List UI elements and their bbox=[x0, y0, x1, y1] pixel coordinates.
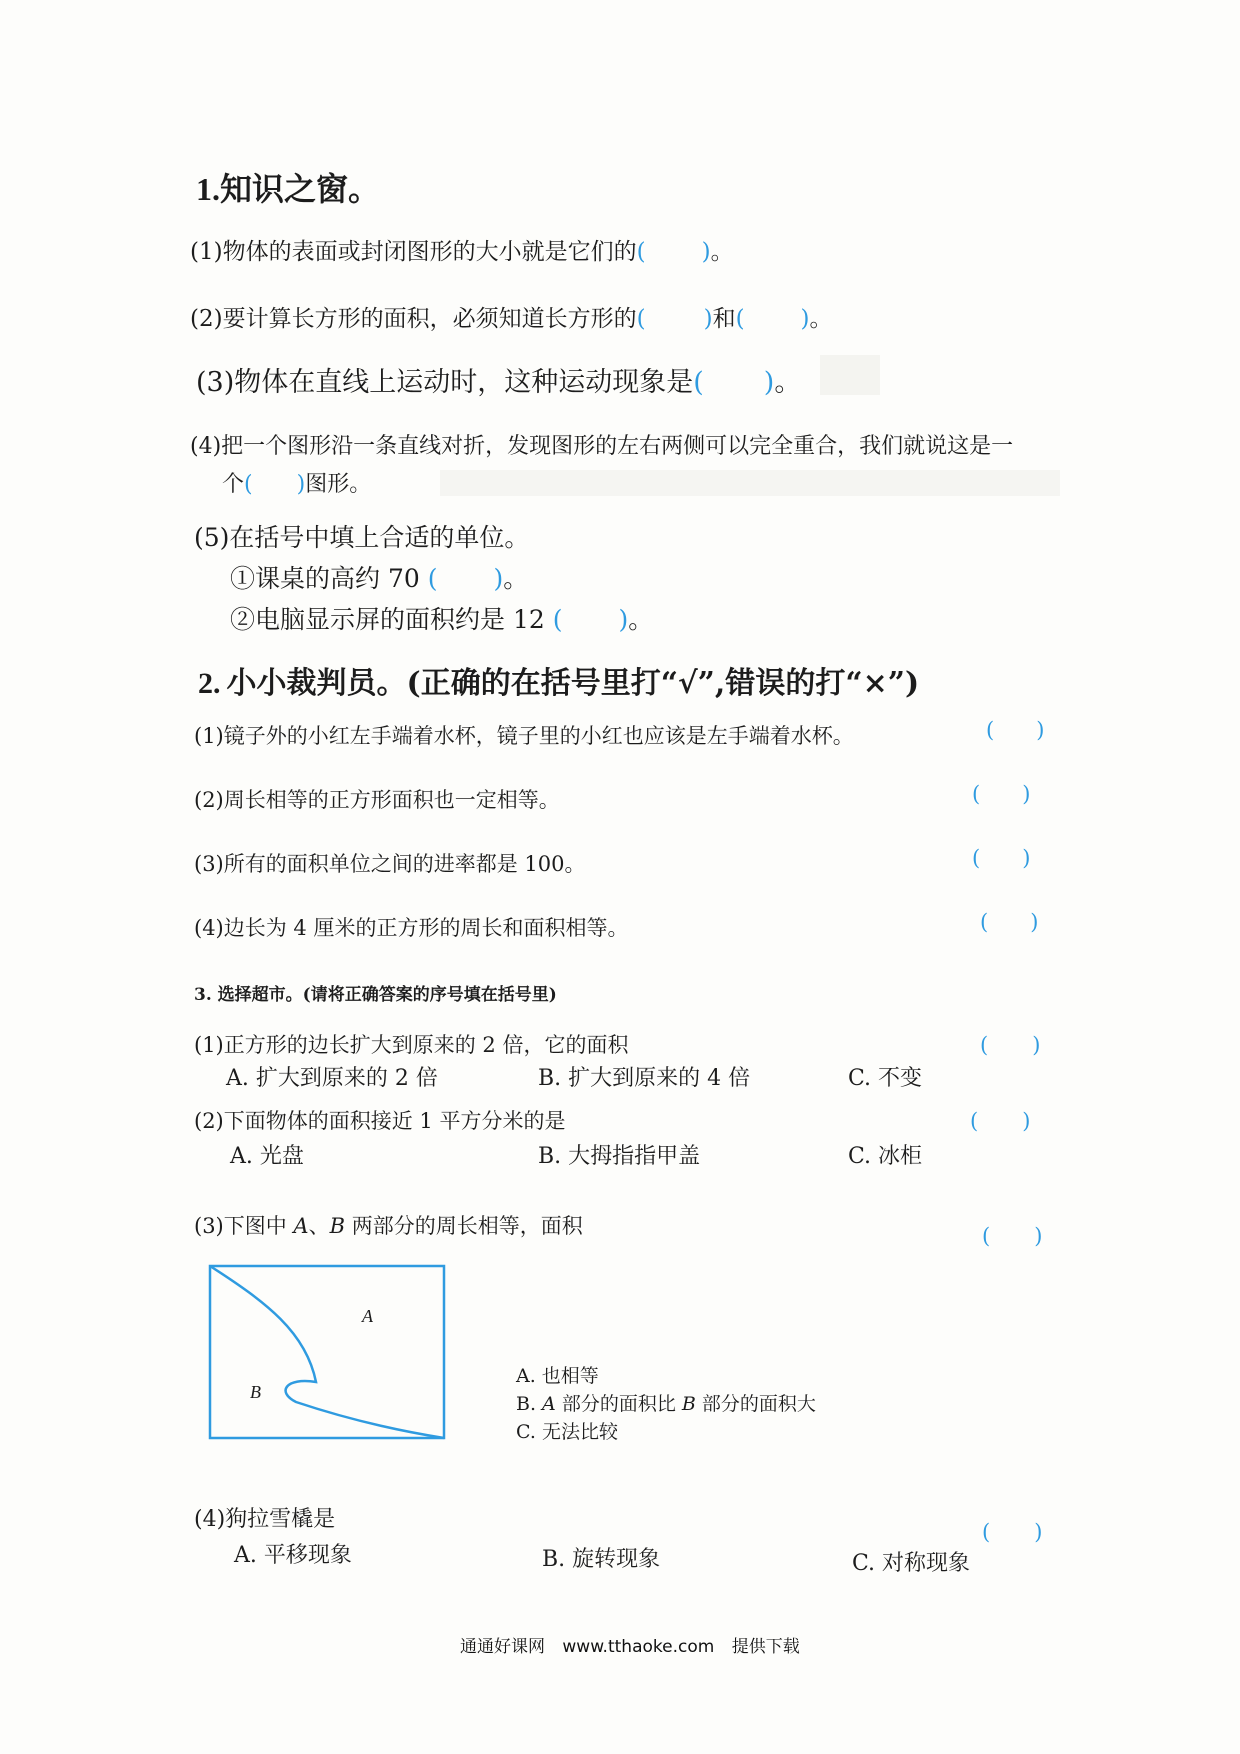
s1-q2-text: (2)要计算长方形的面积，必须知道长方形的 bbox=[190, 306, 637, 332]
s1-q4-pre: 个 bbox=[222, 472, 245, 497]
s3-q1-option-b[interactable]: B. 扩大到原来的 4 倍 bbox=[538, 1066, 751, 1091]
s3-q3-option-b[interactable]: B. A 部分的面积比 B 部分的面积大 bbox=[516, 1393, 816, 1415]
s1-q5-b bbox=[194, 599, 653, 640]
s1-q1-end: 。 bbox=[710, 239, 734, 265]
s2-item-2-answer-blank[interactable]: ( ) bbox=[972, 782, 1031, 806]
s3-q2-option-b[interactable]: B. 大拇指指甲盖 bbox=[538, 1144, 701, 1169]
s1-q5-a-answer-blank[interactable]: ( ) bbox=[427, 564, 504, 593]
section2-title bbox=[198, 658, 919, 702]
s2-item-3: (3)所有的面积单位之间的进率都是 100。 bbox=[194, 852, 586, 876]
s1-q5-b-answer-blank[interactable]: ( ) bbox=[552, 605, 629, 634]
s1-q4-line1: (4)把一个图形沿一条直线对折，发现图形的左右两侧可以完全重合，我们就说这是一 bbox=[190, 434, 1014, 459]
s1-q4-answer-blank[interactable]: ( ) bbox=[244, 472, 306, 497]
s3-q1-text: (1)正方形的边长扩大到原来的 2 倍，它的面积 bbox=[194, 1033, 629, 1057]
s3-q1-option-c[interactable]: C. 不变 bbox=[848, 1066, 923, 1091]
s2-item-2: (2)周长相等的正方形面积也一定相等。 bbox=[194, 788, 560, 812]
s3-q2-text: (2)下面物体的面积接近 1 平方分米的是 bbox=[194, 1109, 566, 1133]
s1-q5-a-text: ①课桌的高约 70 bbox=[230, 564, 420, 593]
s3-q4 bbox=[194, 1502, 1064, 1578]
s1-q5-text: (5)在括号中填上合适的单位。 bbox=[194, 523, 530, 552]
s1-q5-b-end: 。 bbox=[628, 605, 654, 634]
s3-q4-answer-blank[interactable]: ( ) bbox=[982, 1520, 1043, 1544]
s1-q3 bbox=[196, 360, 801, 399]
s1-q5 bbox=[194, 517, 653, 640]
section1-title bbox=[196, 164, 380, 210]
figure-dividing-curve bbox=[210, 1266, 444, 1438]
footer-url[interactable]: www.tthaoke.com bbox=[562, 1637, 715, 1657]
s3-q3-options bbox=[516, 1362, 816, 1446]
section2-number: 2. bbox=[198, 667, 221, 700]
s3-q3-text-sep: 、 bbox=[308, 1214, 330, 1238]
s3-q4-option-b[interactable]: B. 旋转现象 bbox=[542, 1547, 661, 1572]
s2-item-1: (1)镜子外的小红左手端着水杯，镜子里的小红也应该是左手端着水杯。 bbox=[194, 724, 854, 748]
s1-q5-a bbox=[194, 558, 653, 599]
s3-q3-answer-blank[interactable]: ( ) bbox=[982, 1224, 1043, 1248]
s1-q2-end: 。 bbox=[809, 306, 833, 332]
figure-label-a: A bbox=[362, 1306, 373, 1326]
s3-q2 bbox=[194, 1103, 1064, 1175]
s3-q1-option-a[interactable]: A. 扩大到原来的 2 倍 bbox=[226, 1066, 438, 1091]
s1-q5-b-text: ②电脑显示屏的面积约是 12 bbox=[230, 605, 545, 634]
footer-site: 通通好课网 bbox=[460, 1637, 545, 1657]
s1-q5-a-end: 。 bbox=[503, 564, 529, 593]
s3-q3-text-a: A bbox=[293, 1214, 309, 1238]
section1-number: 1. bbox=[196, 171, 220, 207]
s3-q3-text bbox=[194, 1210, 583, 1240]
s3-q4-text: (4)狗拉雪橇是 bbox=[194, 1507, 336, 1532]
s1-q2-answer-blank-2[interactable]: ( ) bbox=[735, 306, 810, 332]
s3-q3-text-b: B bbox=[329, 1214, 346, 1238]
s1-q1-answer-blank[interactable]: ( ) bbox=[636, 239, 711, 265]
s3-q3-text-post: 两部分的周长相等，面积 bbox=[345, 1214, 583, 1238]
s3-q2-option-c[interactable]: C. 冰柜 bbox=[848, 1144, 923, 1169]
s1-q4-post: 图形。 bbox=[305, 472, 372, 497]
s3-q1-options bbox=[194, 1062, 1064, 1096]
section2-title-text: 小小裁判员。(正确的在括号里打“√”,错误的打“×”) bbox=[226, 666, 920, 701]
s1-q1-text: (1)物体的表面或封闭图形的大小就是它们的 bbox=[190, 239, 637, 265]
section1-title-text: 知识之窗。 bbox=[220, 170, 381, 208]
s1-q4-line2 bbox=[190, 466, 1013, 504]
s1-q2-and: 和 bbox=[712, 306, 736, 332]
s3-q3-option-a[interactable]: A. 也相等 bbox=[516, 1365, 599, 1387]
s2-item-1-answer-blank[interactable]: ( ) bbox=[986, 718, 1045, 742]
s2-item-3-answer-blank[interactable]: ( ) bbox=[972, 846, 1031, 870]
s2-item-4-answer-blank[interactable]: ( ) bbox=[980, 910, 1039, 934]
s1-q3-text: (3)物体在直线上运动时，这种运动现象是 bbox=[196, 367, 694, 398]
s3-q2-option-a[interactable]: A. 光盘 bbox=[230, 1144, 304, 1169]
section3-title: 3. 选择超市。(请将正确答案的序号填在括号里) bbox=[194, 985, 557, 1005]
s1-q1 bbox=[190, 233, 734, 266]
s3-q2-options bbox=[194, 1139, 1064, 1175]
s1-q3-answer-blank[interactable]: ( ) bbox=[693, 367, 775, 398]
s3-q3-text-pre: (3)下图中 bbox=[194, 1214, 294, 1238]
s1-q4 bbox=[190, 428, 1013, 504]
s3-q3-figure bbox=[206, 1262, 448, 1442]
s3-q4-options bbox=[194, 1538, 1064, 1578]
footer-action: 提供下载 bbox=[731, 1637, 800, 1657]
footer bbox=[460, 1632, 800, 1657]
s3-q4-option-c[interactable]: C. 对称现象 bbox=[852, 1551, 971, 1576]
s3-q4-option-a[interactable]: A. 平移现象 bbox=[234, 1543, 352, 1568]
s1-q3-end: 。 bbox=[774, 367, 802, 398]
s3-q1-answer-blank[interactable]: ( ) bbox=[980, 1033, 1041, 1057]
s1-q2-answer-blank-1[interactable]: ( ) bbox=[636, 306, 713, 332]
s3-q2-answer-blank[interactable]: ( ) bbox=[970, 1109, 1031, 1133]
bleed-through-2 bbox=[820, 355, 880, 395]
s3-q3-option-c[interactable]: C. 无法比较 bbox=[516, 1421, 618, 1443]
s2-item-4: (4)边长为 4 厘米的正方形的周长和面积相等。 bbox=[194, 916, 629, 940]
s3-q1 bbox=[194, 1028, 1064, 1096]
figure-label-b: B bbox=[250, 1382, 261, 1402]
s1-q2 bbox=[190, 300, 833, 333]
